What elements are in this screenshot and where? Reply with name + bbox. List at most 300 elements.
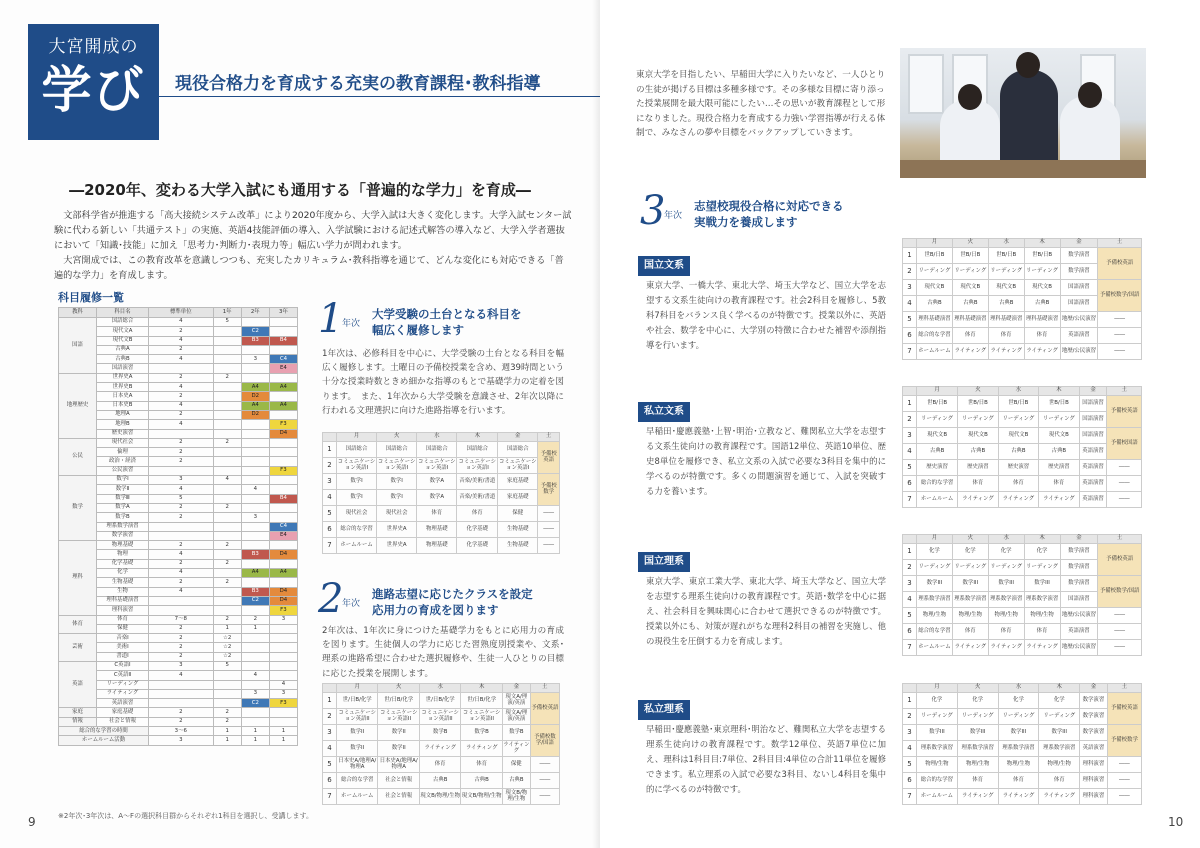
- timetable-cell: 現代文B: [998, 428, 1038, 444]
- subject-cell: 4: [241, 485, 269, 494]
- subject-cell: 2: [149, 503, 214, 512]
- subject-cell: 2: [149, 559, 214, 568]
- timetable-saturday-cell: ――: [1098, 312, 1142, 328]
- subject-cell: [269, 410, 297, 419]
- subject-name: 数学Ⅲ: [97, 494, 149, 503]
- timetable-national-science: [902, 534, 1142, 656]
- timetable-cell: 現代文B: [917, 280, 953, 296]
- subject-cell: ☆2: [213, 634, 241, 643]
- timetable-saturday-cell: ――: [1107, 789, 1141, 805]
- timetable-period: 1: [323, 442, 337, 458]
- subject-name: 美術Ⅰ: [97, 643, 149, 652]
- subject-header-cell: 科目名: [97, 308, 149, 318]
- timetable-cell: 現代文B: [988, 280, 1024, 296]
- timetable-period: 4: [903, 444, 917, 460]
- timetable-period: 4: [323, 741, 337, 757]
- timetable-cell: 英語演習: [1079, 444, 1107, 460]
- subject-name: C英語Ⅱ: [97, 671, 149, 680]
- timetable-saturday-cell: 予備校英語: [530, 693, 559, 725]
- timetable-cell: 理系数学演習: [1039, 741, 1080, 757]
- subject-cell: [241, 429, 269, 438]
- timetable-cell: 数学I: [337, 490, 377, 506]
- subject-cell: 2: [149, 717, 214, 726]
- subject-cell: [241, 457, 269, 466]
- timetable-period: 7: [323, 538, 337, 554]
- timetable-header: [903, 239, 1142, 248]
- subject-cell: 4: [149, 401, 214, 410]
- footnote: ※2年次･3年次は、A～Fの選択科目群からそれぞれ1科目を選択し、受講します。: [58, 812, 313, 820]
- subject-cell: 4: [149, 355, 214, 364]
- timetable-row: [903, 640, 1142, 656]
- subject-cell: 2: [213, 615, 241, 624]
- timetable-day: 月: [337, 433, 377, 442]
- intro-paragraph-2: 大宮開成では、この教育改革を意識しつつも、充実したカリキュラム･教科指導を通じて、どんな変化にも対応できる「普遍的な学力」を育成します。: [54, 255, 564, 281]
- subject-name: 数学演習: [97, 531, 149, 540]
- timetable-year1: [322, 432, 560, 554]
- timetable-row: [323, 789, 560, 805]
- subject-cell: [269, 448, 297, 457]
- timetable-period: 3: [903, 428, 917, 444]
- subject-name: リーディング: [97, 680, 149, 689]
- timetable-saturday-cell: ――: [1107, 773, 1141, 789]
- timetable-day: 月: [917, 684, 958, 693]
- subject-cell: [269, 652, 297, 661]
- subject-row: [59, 708, 298, 717]
- subject-cell: [213, 596, 241, 605]
- subject-cell: 4: [149, 587, 214, 596]
- subject-cell: [213, 531, 241, 540]
- timetable-period: 2: [903, 560, 917, 576]
- subject-cell: [241, 661, 269, 670]
- subject-cell: [269, 634, 297, 643]
- timetable-period: 1: [323, 693, 337, 709]
- timetable-cell: ライティング: [998, 789, 1039, 805]
- subject-header-cell: 2年: [241, 308, 269, 318]
- subject-cell: [241, 318, 269, 327]
- timetable-day: 水: [988, 535, 1024, 544]
- subject-name: 化学: [97, 569, 149, 578]
- timetable-cell: リーディング: [1039, 412, 1079, 428]
- subject-total-cell: 3: [149, 736, 214, 745]
- timetable-cell: 物理/生物: [957, 757, 998, 773]
- timetable-day: 水: [998, 387, 1038, 396]
- subject-table: [58, 307, 298, 746]
- subject-header-cell: 1年: [213, 308, 241, 318]
- timetable-cell: 体育: [1024, 328, 1060, 344]
- track-tag-private-humanities: 私立文系: [638, 402, 690, 422]
- timetable-row: [323, 741, 560, 757]
- timetable-cell: 数学II: [378, 725, 419, 741]
- timetable-cell: 英語演習: [1079, 476, 1107, 492]
- subject-category: 体育: [59, 615, 97, 634]
- timetable-day: 土: [1098, 535, 1142, 544]
- timetable-row: [903, 444, 1142, 460]
- timetable-cell: 数学III: [957, 725, 998, 741]
- timetable-cell: 数学III: [988, 576, 1024, 592]
- timetable-cell: 社会と情報: [378, 789, 419, 805]
- timetable-cell: 現代文B: [952, 280, 988, 296]
- timetable-cell: 数学演習: [1080, 693, 1108, 709]
- subject-total-cell: 3～6: [149, 727, 214, 736]
- subject-cell: 2: [213, 578, 241, 587]
- timetable-cell: 古典B: [917, 444, 958, 460]
- subject-cell: 2: [213, 503, 241, 512]
- timetable-period: 3: [903, 576, 917, 592]
- headline: ―2020年、変わる大学入試にも通用する「普遍的な学力」を育成―: [69, 181, 531, 199]
- timetable-cell: リーディング: [1024, 560, 1060, 576]
- subject-category: 数学: [59, 476, 97, 541]
- timetable-cell: 物理/生物: [917, 608, 953, 624]
- timetable-cell: 物理/生物: [998, 757, 1039, 773]
- subject-name: 歴史演習: [97, 429, 149, 438]
- timetable-cell: ライティング: [988, 344, 1024, 360]
- timetable-cell: ホームルーム: [917, 492, 958, 508]
- subject-total-cell: 1: [213, 727, 241, 736]
- timetable-day: 火: [952, 239, 988, 248]
- subject-name: 現代文B: [97, 336, 149, 345]
- subject-cell: [149, 606, 214, 615]
- subject-cell: [269, 327, 297, 336]
- subject-cell: [213, 466, 241, 475]
- timetable-cell: 日本史A/地理A/物理A: [337, 757, 378, 773]
- timetable-row: [323, 725, 560, 741]
- subject-name: 体育: [97, 615, 149, 624]
- year2-number: 2: [318, 576, 344, 622]
- timetable-cell: 化学: [917, 544, 953, 560]
- subject-cell: 2: [149, 513, 214, 522]
- timetable-cell: ホームルーム: [917, 640, 953, 656]
- subject-cell: [149, 689, 214, 698]
- timetable-saturday-cell: 予備校英語: [1098, 248, 1142, 280]
- subject-name: 数学A: [97, 503, 149, 512]
- timetable-period: 3: [903, 725, 917, 741]
- subject-total-cell: 1: [269, 727, 297, 736]
- timetable-day: 火: [377, 433, 417, 442]
- subject-cell: 2: [149, 373, 214, 382]
- subject-cell: [213, 550, 241, 559]
- timetable-row: [903, 344, 1142, 360]
- timetable-row: [323, 757, 560, 773]
- subject-cell: F3: [269, 606, 297, 615]
- subject-cell: 4: [149, 550, 214, 559]
- subject-cell: [213, 485, 241, 494]
- timetable-saturday-cell: 予備校数学/国語: [1098, 280, 1142, 312]
- timetable-cell: 世B/日B: [917, 396, 958, 412]
- timetable-cell: 生物基礎: [498, 538, 538, 554]
- timetable-cell: 地歴/公民演習: [1060, 608, 1098, 624]
- subject-cell: C4: [269, 522, 297, 531]
- timetable-cell: 体育: [457, 506, 498, 522]
- timetable-row: [903, 773, 1142, 789]
- timetable-day: 水: [417, 433, 457, 442]
- subject-cell: 2: [149, 643, 214, 652]
- year2-heading: [318, 578, 578, 628]
- timetable-period: 5: [903, 460, 917, 476]
- timetable-cell: リーディング: [988, 560, 1024, 576]
- subject-name: 理科基礎演習: [97, 596, 149, 605]
- timetable-cell: ライティング: [461, 741, 502, 757]
- timetable-cell: 化学基礎: [457, 522, 498, 538]
- timetable-saturday-cell: ――: [530, 773, 559, 789]
- timetable-cell: 体育: [952, 328, 988, 344]
- year2-nen: 年次: [342, 599, 361, 609]
- timetable-day: 金: [1079, 387, 1107, 396]
- subject-cell: 2: [149, 578, 214, 587]
- timetable-cell: 世B/日B: [917, 248, 953, 264]
- timetable-saturday-cell: ――: [530, 757, 559, 773]
- timetable-period: 1: [903, 396, 917, 412]
- subject-cell: [241, 438, 269, 447]
- subject-cell: [269, 392, 297, 401]
- subject-category: 芸術: [59, 634, 97, 662]
- timetable-day: 水: [988, 239, 1024, 248]
- subject-cell: [213, 336, 241, 345]
- subject-cell: 1: [241, 624, 269, 633]
- timetable-cell: リーディング: [952, 264, 988, 280]
- subject-cell: 2: [241, 615, 269, 624]
- subject-cell: 4: [149, 485, 214, 494]
- timetable-period: 5: [323, 757, 337, 773]
- subject-name: 化学基礎: [97, 559, 149, 568]
- timetable-corner: [903, 239, 917, 248]
- timetable-cell: 古典B: [958, 444, 998, 460]
- logo-box: [28, 24, 159, 140]
- intro-paragraph-1: 文部科学省が推進する「高大接続システム改革」により2020年度から、大学入試は大きく変化します。大学入試センター試験に代わる新しい「共通テスト」の実施、英語4技能評価の導入、入学試験における記述式解答の導入など、大学入学者選抜において「知識･技能」に加え「思考力･判断力･表現力等」幅広い学力が問われます。: [54, 210, 572, 251]
- timetable-row: [323, 442, 560, 458]
- timetable-day: 月: [917, 387, 958, 396]
- timetable-cell: 化学: [952, 544, 988, 560]
- subject-cell: F3: [269, 466, 297, 475]
- subject-cell: [269, 578, 297, 587]
- timetable-cell: ライティング: [988, 640, 1024, 656]
- timetable-cell: 理系数学演習: [998, 741, 1039, 757]
- timetable-cell: 理系数学演習: [957, 741, 998, 757]
- timetable-cell: 物理/生物: [917, 757, 958, 773]
- subject-cell: B4: [269, 494, 297, 503]
- timetable-cell: 理科基礎演習: [952, 312, 988, 328]
- subject-cell: 2: [213, 559, 241, 568]
- timetable-row: [903, 576, 1142, 592]
- subject-cell: [149, 466, 214, 475]
- subject-cell: [213, 513, 241, 522]
- timetable-day: 木: [461, 684, 502, 693]
- subject-cell: [269, 503, 297, 512]
- subject-cell: 4: [213, 476, 241, 485]
- timetable-cell: 数学A: [417, 474, 457, 490]
- subject-cell: C2: [241, 327, 269, 336]
- subject-cell: C4: [269, 355, 297, 364]
- timetable-row: [323, 538, 560, 554]
- timetable-cell: 数学演習: [1060, 560, 1098, 576]
- timetable-cell: 数学B: [502, 725, 530, 741]
- subject-cell: 3: [241, 689, 269, 698]
- timetable-period: 6: [903, 624, 917, 640]
- subject-cell: C2: [241, 596, 269, 605]
- timetable-saturday-cell: 予備校英語: [1107, 693, 1141, 725]
- timetable-day: 火: [957, 684, 998, 693]
- timetable-cell: 数学III: [998, 725, 1039, 741]
- timetable-cell: 保健: [498, 506, 538, 522]
- subject-cell: [213, 355, 241, 364]
- timetable-row: [903, 460, 1142, 476]
- timetable-day: 木: [1024, 535, 1060, 544]
- timetable-day: 金: [498, 433, 538, 442]
- timetable-cell: 体育: [988, 624, 1024, 640]
- timetable-cell: 数学演習: [1080, 725, 1108, 741]
- timetable-cell: 理系数学演習: [917, 741, 958, 757]
- timetable-saturday-cell: ――: [1107, 476, 1142, 492]
- timetable-saturday-cell: ――: [1098, 608, 1142, 624]
- header-title: 現役合格力を育成する充実の教育課程･教科指導: [175, 74, 541, 94]
- subject-cell: F3: [269, 699, 297, 708]
- logo-line2: 学び: [41, 60, 146, 119]
- subject-cell: 3: [241, 513, 269, 522]
- timetable-cell: 国語演習: [1060, 592, 1098, 608]
- subject-cell: A4: [269, 569, 297, 578]
- subject-row: [59, 634, 298, 643]
- subject-cell: [241, 345, 269, 354]
- timetable-period: 2: [903, 709, 917, 725]
- subject-cell: [149, 364, 214, 373]
- timetable-period: 6: [323, 773, 337, 789]
- timetable-header: [903, 387, 1142, 396]
- subject-cell: 2: [149, 327, 214, 336]
- timetable-cell: 国語演習: [1079, 396, 1107, 412]
- subject-name: 理系数学演習: [97, 522, 149, 531]
- timetable-cell: リーディング: [1039, 709, 1080, 725]
- subject-cell: [241, 578, 269, 587]
- subject-cell: [149, 522, 214, 531]
- timetable-cell: 国語演習: [1060, 280, 1098, 296]
- subject-name: 数学B: [97, 513, 149, 522]
- timetable-period: 5: [903, 757, 917, 773]
- timetable-row: [903, 412, 1142, 428]
- timetable-cell: ホームルーム: [917, 344, 953, 360]
- timetable-period: 1: [903, 693, 917, 709]
- timetable-saturday-cell: ――: [1107, 492, 1142, 508]
- subject-cell: [269, 559, 297, 568]
- timetable-corner: [323, 433, 337, 442]
- timetable-period: 4: [323, 490, 337, 506]
- timetable-corner: [903, 387, 917, 396]
- subject-cell: 2: [149, 448, 214, 457]
- subject-cell: 7～8: [149, 615, 214, 624]
- timetable-cell: 総合的な学習: [917, 328, 953, 344]
- subject-cell: [269, 476, 297, 485]
- timetable-row: [903, 709, 1142, 725]
- subject-name: 生物: [97, 587, 149, 596]
- year1-text: 1年次は、必修科目を中心に、大学受験の土台となる科目を幅広く履修します。土曜日の予備校授業を含め、週39時間という十分な授業時数ときめ細かな指導のもとで基礎学力の定着を図ります。 また、1年次から大学受験を意識させ、2年次以降に行われる文理選択に向けた進路指導を行います。: [322, 349, 564, 416]
- subject-cell: [269, 513, 297, 522]
- year2-title: 進路志望に応じたクラスを設定 応用力の育成を図ります: [372, 587, 533, 617]
- subject-cell: 2: [213, 541, 241, 550]
- subject-cell: 2: [213, 438, 241, 447]
- subject-cell: 4: [269, 680, 297, 689]
- subject-cell: 2: [149, 634, 214, 643]
- timetable-cell: ライティング: [1024, 344, 1060, 360]
- subject-cell: [241, 364, 269, 373]
- timetable-row: [323, 709, 560, 725]
- subject-cell: [241, 541, 269, 550]
- timetable-cell: 地歴/公民演習: [1060, 344, 1098, 360]
- timetable-cell: 歴史演習: [998, 460, 1038, 476]
- timetable-cell: 現文B/物理/生物: [502, 789, 530, 805]
- page-number-left: 9: [28, 815, 36, 829]
- timetable-day: 月: [917, 239, 953, 248]
- timetable-cell: 現代社会: [337, 506, 377, 522]
- timetable-row: [903, 789, 1142, 805]
- timetable-day: 木: [1039, 684, 1080, 693]
- subject-cell: [241, 634, 269, 643]
- timetable-period: 6: [903, 328, 917, 344]
- subject-total-row: [59, 727, 298, 736]
- timetable-cell: 体育: [957, 773, 998, 789]
- subject-cell: [213, 671, 241, 680]
- timetable-cell: 国語演習: [1079, 412, 1107, 428]
- timetable-cell: 世B/日B: [958, 396, 998, 412]
- timetable-cell: 物理/生物: [1024, 608, 1060, 624]
- subject-cell: [213, 587, 241, 596]
- subject-name: 地理A: [97, 410, 149, 419]
- timetable-saturday-cell: 予備校数学/国語: [530, 725, 559, 757]
- timetable-cell: 化学: [957, 693, 998, 709]
- timetable-row: [903, 328, 1142, 344]
- subject-cell: A4: [241, 383, 269, 392]
- timetable-day: 木: [457, 433, 498, 442]
- subject-header-cell: 3年: [269, 308, 297, 318]
- timetable-cell: 英語演習: [1060, 624, 1098, 640]
- timetable-saturday-cell: ――: [1098, 328, 1142, 344]
- timetable-cell: ライティング: [502, 741, 530, 757]
- timetable-cell: 国語総合: [457, 442, 498, 458]
- timetable-period: 6: [903, 476, 917, 492]
- timetable-cell: ライティング: [998, 492, 1038, 508]
- timetable-cell: 数学III: [1024, 576, 1060, 592]
- timetable-cell: 物理基礎: [417, 538, 457, 554]
- timetable-cell: 世B/日B: [1024, 248, 1060, 264]
- timetable-day: 土: [1098, 239, 1142, 248]
- timetable-period: 7: [323, 789, 337, 805]
- timetable-period: 1: [903, 248, 917, 264]
- timetable-cell: リーディング: [1024, 264, 1060, 280]
- subject-cell: [241, 606, 269, 615]
- track-text-private-humanities: 早稲田･慶應義塾･上智･明治･立教など、難関私立大学を志望する文系生徒向けの教育課程です。国語12単位、英語10単位、歴史8単位を履修でき、私立文系の入試で必要な3科目を集中的に学べるのが特徴です。多くの問題演習を通じて、入試を突破する力を養います。: [646, 426, 886, 496]
- timetable-cell: 現代文B: [917, 428, 958, 444]
- subject-cell: A4: [241, 401, 269, 410]
- timetable-cell: 国語総合: [417, 442, 457, 458]
- timetable-cell: 英語演習: [1080, 741, 1108, 757]
- subject-cell: [213, 410, 241, 419]
- timetable-cell: ライティング: [1039, 789, 1080, 805]
- timetable-cell: 理科基礎演習: [988, 312, 1024, 328]
- timetable-cell: 体育: [1024, 624, 1060, 640]
- subject-name: 物理: [97, 550, 149, 559]
- subject-cell: D2: [241, 392, 269, 401]
- subject-cell: [269, 438, 297, 447]
- timetable-cell: 数学III: [917, 725, 958, 741]
- subject-cell: [269, 345, 297, 354]
- timetable-cell: 化学: [988, 544, 1024, 560]
- timetable-cell: 数学I: [377, 474, 417, 490]
- year1-title: 大学受験の土台となる科目を 幅広く履修します: [372, 307, 522, 337]
- timetable-saturday-cell: ――: [538, 538, 560, 554]
- timetable-corner: [903, 684, 917, 693]
- timetable-cell: 古典B: [952, 296, 988, 312]
- timetable-cell: 国語総合: [337, 442, 377, 458]
- subject-cell: [269, 457, 297, 466]
- students-photo: [900, 48, 1146, 178]
- subject-name: 数学Ⅱ: [97, 485, 149, 494]
